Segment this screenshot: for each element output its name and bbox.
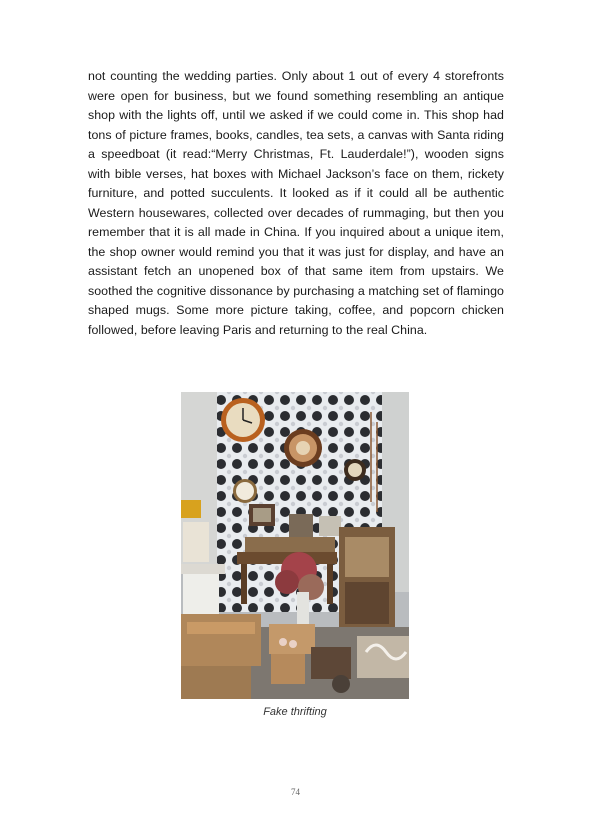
shop-photo-illustration — [181, 392, 409, 699]
wall-clock-white — [233, 479, 257, 503]
wall-clock-ornate — [284, 429, 322, 467]
body-text — [88, 67, 504, 340]
wall-clock-large — [221, 398, 265, 442]
shop-photo — [181, 392, 409, 699]
body-paragraph: not counting the wedding parties. Only about 1 out of every 4 storefronts were open for business, but we found something resembling an antique shop with the lights off, until we asked if we could come in. This shop had tons of picture frames, books, candles, tea sets, a canvas with Santa riding a speedboat (it read:“Merry Christmas, Ft. Lauderdale!”), wooden signs with bible verses, hat boxes with Michael Jackson’s face on them, rickety furniture, and potted succulents. It looked as if it could all be authentic Western housewares, collected over decades of rummaging, but then you remember that it is all made in China. If you inquired about a unique item, the shop owner would remind you that it was just for display, and have an assistant fetch an unopened box of that same item from upstairs. We soothed the cognitive dissonance by purchasing a matching set of flamingo shaped mugs. Some more picture taking, coffee, and popcorn chicken followed, before leaving Paris and returning to the real China. — [88, 69, 504, 337]
wall-clock-small — [344, 459, 366, 481]
figure-caption: Fake thrifting — [263, 706, 327, 718]
page-number: 74 — [291, 787, 300, 797]
